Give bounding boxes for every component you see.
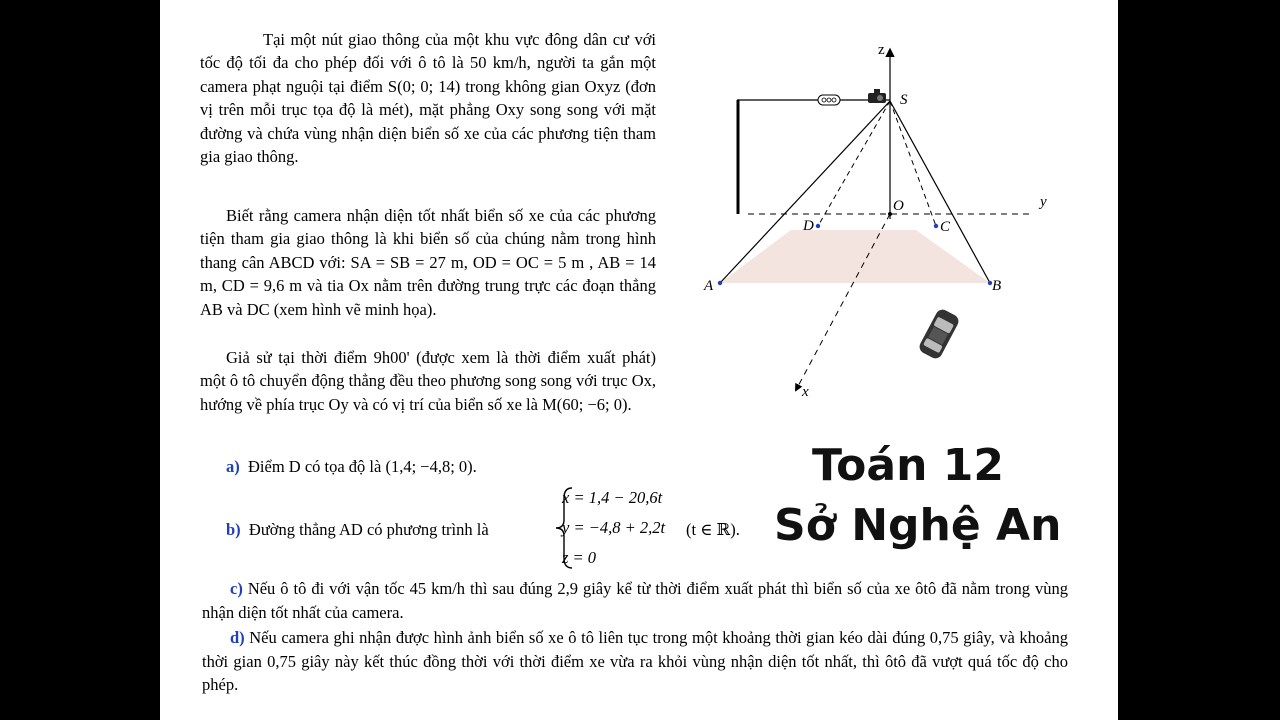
option-a: a) Điểm D có tọa độ là (1,4; −4,8; 0). bbox=[226, 457, 477, 476]
trapezoid-paragraph: Biết rằng camera nhận diện tốt nhất biển số xe của các phương tiện tham gia giao thông là khi biển số của chúng nằm trong hình thang cân ABCD với: SA = SB = 27 m, OD = OC = 5 m , AB = 14 m, CD = 9,6 m và tia Ox nằm trên đường trung trực các đoạn thẳng AB và DC (xem hình vẽ minh họa). bbox=[200, 206, 656, 319]
point-D bbox=[816, 224, 820, 228]
car-icon bbox=[917, 307, 961, 361]
system-eq-z: z = 0 bbox=[562, 548, 597, 567]
car-paragraph: Giả sử tại thời điểm 9h00' (được xem là thời điểm xuất phát) một ô tô chuyển động thẳng đều theo phương song song với trục Ox, hướng về phía trục Oy và có vị trí của biển số xe là M(60; −6; 0). bbox=[200, 348, 656, 414]
system-eq-y: y = −4,8 + 2,2t bbox=[562, 518, 666, 537]
brand-subtitle: Sở Nghệ An bbox=[774, 500, 1062, 551]
point-A bbox=[718, 281, 722, 285]
brand-title: Toán 12 bbox=[812, 440, 1004, 491]
coordinate-diagram bbox=[690, 34, 1080, 414]
option-d: d) Nếu camera ghi nhận được hình ảnh biển số xe ô tô liên tục trong một khoảng thời gian kéo dài đúng 0,75 giây, và khoảng thời gian 0,75 giây này kết thúc đồng thời với thời điểm xe vừa ra khỏi vùng nhận diện tốt nhất, thì ôtô đã vượt quá tốc độ cho phép. bbox=[202, 628, 1068, 694]
option-c: c) Nếu ô tô đi với vận tốc 45 km/h thì sau đúng 2,9 giây kể từ thời điểm xuất phát thì biển số của xe ôtô đã nằm trong vùng nhận diện tốt nhất của camera. bbox=[202, 579, 1068, 622]
system-eq-x: x = 1,4 − 20,6t bbox=[562, 488, 663, 507]
label-C: C bbox=[940, 219, 951, 235]
label-x: x bbox=[802, 384, 809, 400]
option-b: b) Đường thẳng AD có phương trình là bbox=[226, 520, 489, 539]
system-parameter: (t ∈ ℝ). bbox=[686, 520, 740, 539]
camera-icon bbox=[868, 89, 886, 103]
document-page bbox=[160, 0, 1118, 720]
label-A: A bbox=[704, 278, 714, 294]
label-y: y bbox=[1040, 194, 1047, 210]
recognition-region bbox=[720, 230, 990, 283]
label-B: B bbox=[992, 278, 1002, 294]
label-S: S bbox=[900, 92, 908, 108]
point-O bbox=[888, 212, 892, 216]
label-D: D bbox=[803, 218, 814, 234]
label-z: z bbox=[878, 42, 885, 58]
intro-paragraph: Tại một nút giao thông của một khu vực đông dân cư với tốc độ tối đa cho phép đối với ô tô là 50 km/h, người ta gắn một camera phạt nguội tại điểm S(0; 0; 14) trong không gian Oxyz (đơn vị trên mỗi trục tọa độ là mét), mặt phẳng Oxy song song với mặt đường và chứa vùng nhận diện biển số xe của các phương tiện tham gia giao thông. bbox=[200, 30, 657, 167]
traffic-light-icon bbox=[818, 95, 840, 105]
label-O: O bbox=[893, 198, 904, 214]
segment-SD bbox=[818, 101, 890, 226]
point-C bbox=[934, 224, 938, 228]
